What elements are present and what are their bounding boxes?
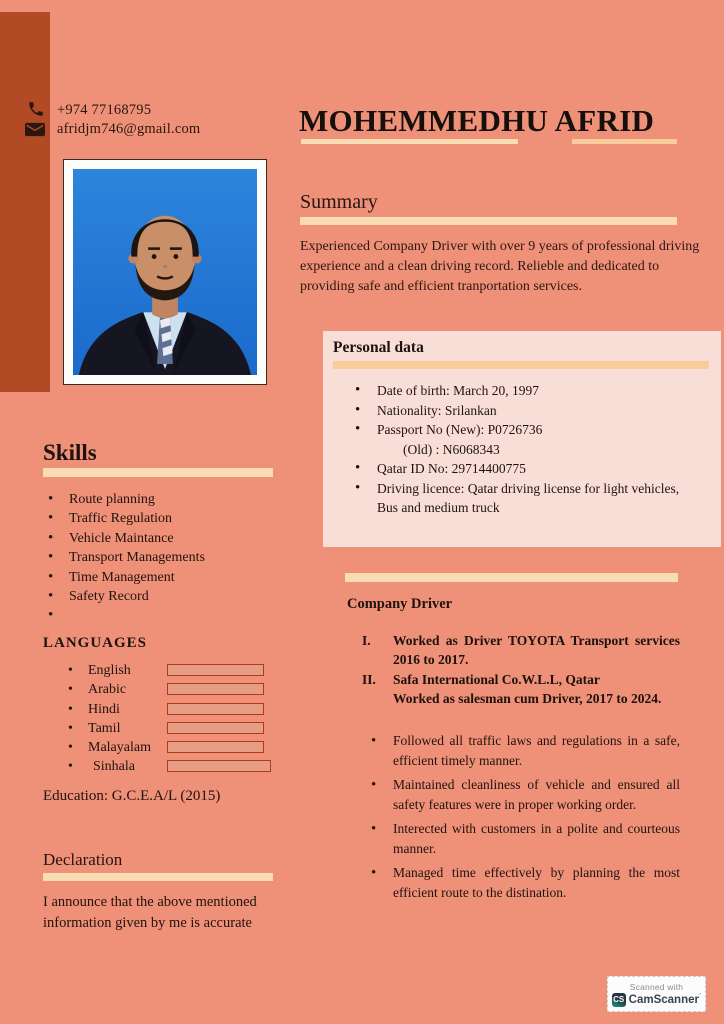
experience-numbered-list [362,631,680,709]
skills-accent-bar [43,468,273,477]
language-level-bar [167,760,271,772]
list-item: • Managed time effectively by planning the most efficient route to the distination. [368,863,680,903]
skills-heading: Skills [43,440,97,465]
summary-text: Experienced Company Driver with over 9 years of professional driving experience and a clean driving record. Relieble and dedicated to providing safe and efficient tranportation services. [300,239,700,294]
list-item: • Maintained cleanliness of vehicle and ensured all safety features were in proper working order. [368,775,680,815]
list-item [56,701,286,720]
language-name: • Sinhala [93,759,135,775]
experience-entry [393,670,680,708]
list-item: • Route planning [48,490,278,509]
watermark-tick: ´ [698,993,702,1001]
watermark-brand-row [612,993,702,1007]
envelope-icon [25,121,45,138]
name-underline-left [301,139,518,144]
language-name: • Tamil [88,720,121,736]
language-name: • Arabic [88,682,127,698]
personal-data-list [341,381,703,518]
list-item [56,720,286,739]
list-item: • Vehicle Maintance [48,529,278,548]
declaration-accent-bar [43,873,273,881]
list-item: • Nationality: Srilankan [341,401,703,421]
list-item: • Qatar ID No: 29714400775 [341,459,703,479]
language-name: • Malayalam [88,740,151,756]
list-item: • Driving licence: Qatar driving license for light vehicles, Bus and medium truck [341,479,703,518]
watermark-caption: Scanned with [629,981,684,992]
page-title: MOHEMMEDHU AFRID [299,103,655,138]
experience-bullet-list [368,731,680,907]
email-address: afridjm746@gmail.com [57,121,201,137]
experience-heading: Company Driver [347,596,453,612]
phone-number: +974 77168795 [57,102,152,118]
camscanner-logo-icon: CS [612,993,626,1007]
experience-entry-line: Worked as salesman cum Driver, 2017 to 2024. [393,691,662,706]
list-item: • Interected with customers in a polite and courteous manner. [368,819,680,859]
language-level-bar [167,664,264,676]
personal-data-heading: Personal data [333,339,424,356]
language-level-bar [167,683,264,695]
experience-accent-bar [345,573,678,582]
declaration-heading: Declaration [43,850,123,869]
list-item: • Passport No (New): P0726736 [341,420,703,440]
name-underline-right [572,139,677,144]
list-item [56,662,286,681]
language-level-bar [167,703,264,715]
list-item [56,758,286,777]
camscanner-watermark [607,976,706,1012]
roman-numeral: I. [362,633,371,648]
language-level-bar [167,722,264,734]
list-item: • Date of birth: March 20, 1997 [341,381,703,401]
experience-entry-line: Safa International Co.W.L.L, Qatar [393,672,600,687]
roman-numeral: II. [362,672,376,687]
skills-list [48,490,278,606]
personal-data-accent-bar [333,361,709,369]
profile-photo [63,159,267,385]
summary-accent-bar [300,217,677,225]
list-item: • Transport Managements [48,548,278,567]
list-item [362,670,680,708]
declaration-text: I announce that the above mentioned information given by me is accurate [43,894,257,931]
watermark-brand-text: CamScanner [628,993,699,1006]
profile-photo-image [73,169,257,375]
watermark-brand [629,994,702,1006]
language-level-bar [167,741,264,753]
list-item: • Traffic Regulation [48,509,278,528]
education-line: Education: G.C.E.A/L (2015) [43,788,221,804]
experience-entry: Worked as Driver TOYOTA Transport services 2016 to 2017. [393,633,680,667]
phone-icon [27,100,45,118]
languages-heading: LANGUAGES [43,635,148,651]
list-item-subline: (Old) : N6068343 [403,441,500,457]
list-item [362,631,680,669]
list-item: • Followed all traffic laws and regulations in a safe, efficient timely manner. [368,731,680,771]
list-item [56,739,286,758]
languages-list [56,662,286,778]
list-item: • Safety Record [48,587,278,606]
language-name: • Hindi [88,701,120,717]
list-item [56,681,286,700]
summary-heading: Summary [300,191,378,213]
left-accent-rail [0,12,50,392]
list-item: • Time Management [48,568,278,587]
language-name: • English [88,663,131,678]
